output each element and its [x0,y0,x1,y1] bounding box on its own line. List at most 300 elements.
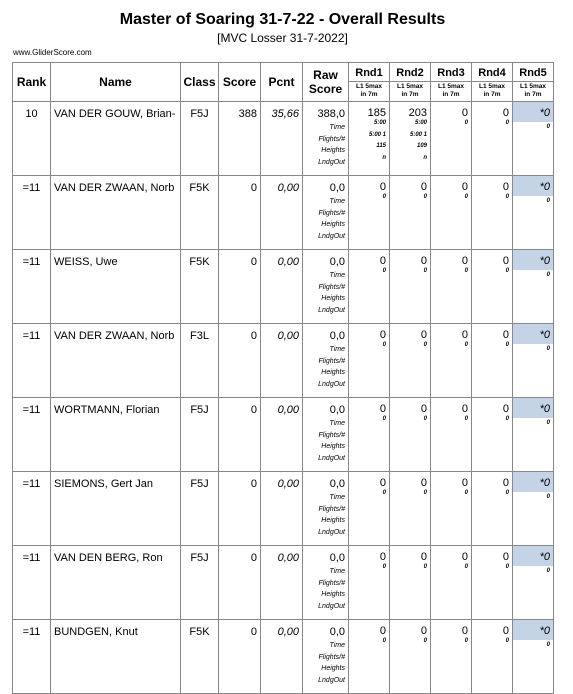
page-title: Master of Soaring 31-7-22 - Overall Results [119,11,446,28]
round-detail [431,141,468,153]
round-score [472,478,509,488]
round-score [513,472,553,492]
round-detail [390,204,427,216]
round-detail [390,523,427,535]
round-score-value: *0 [539,329,550,341]
round-score-value: 0 [461,477,468,489]
round-detail: 0 [423,342,427,348]
round-score-value: 0 [461,625,468,637]
round-detail [472,352,509,364]
round-spec-line1: L1 5max [519,83,547,90]
round-score-value: *0 [539,255,550,267]
round-detail [349,278,386,290]
round-detail: 0 [464,638,468,644]
round-detail [431,215,468,227]
round-4-cell [472,620,513,694]
round-detail: 0 [423,564,427,570]
pilot-row [13,176,554,250]
round-2-cell [390,398,431,472]
round-detail [390,301,427,313]
raw-score-value: 0,0 [329,404,345,416]
detail-label: Flights/# [318,653,345,661]
results-body [13,102,554,694]
round-detail: 0 [505,342,509,348]
rank-cell: =11 [13,250,51,324]
raw-score-cell [303,176,349,250]
round-2-cell [390,324,431,398]
round-detail [472,500,509,512]
round-score [513,176,553,196]
round-score [349,552,386,562]
round-detail [390,585,427,597]
round-score-value: 0 [502,107,509,119]
round-detail [513,356,550,368]
round-1-cell [349,176,390,250]
round-label: Rnd3 [437,67,465,79]
detail-label: LndgOut [318,232,345,240]
round-score [431,626,468,636]
round-detail [472,227,509,239]
round-detail: 0 [382,194,386,200]
round-score [390,552,427,562]
round-detail [390,500,427,512]
round-4-cell [472,324,513,398]
round-score [349,478,386,488]
round-detail [431,511,468,523]
pilot-row [13,102,554,176]
round-1-cell [349,546,390,620]
round-score [431,404,468,414]
round-4-cell [472,398,513,472]
detail-label: Flights/# [318,357,345,365]
round-detail: 0 [382,490,386,496]
round-detail [431,671,468,683]
round-detail [390,659,427,671]
round-detail [513,527,550,539]
header-row [13,63,554,102]
round-detail [431,227,468,239]
pilot-row [13,620,554,694]
round-detail [472,648,509,660]
round-detail [513,453,550,465]
round-score [472,108,509,118]
round-detail: 0 [464,268,468,274]
round-spec [513,81,553,98]
round-2-cell [390,102,431,176]
round-detail [513,305,550,317]
score-header: Score [219,63,261,102]
round-score [349,256,386,266]
round-spec [390,81,430,98]
round-detail [349,585,386,597]
round-3-cell [431,620,472,694]
round-detail: 0 [382,638,386,644]
round-score [349,626,386,636]
round-detail [472,511,509,523]
round-detail [431,597,468,609]
round-1-cell [349,102,390,176]
round-detail [431,204,468,216]
detail-label: Heights [321,591,345,598]
detail-label: Flights/# [318,283,345,291]
results-table [12,62,554,694]
raw-score-cell [303,250,349,324]
round-detail [431,426,468,438]
round-detail: 0 [505,490,509,496]
round-detail [472,363,509,375]
class-cell: F5J [181,398,219,472]
round-detail: 109 [416,143,427,149]
round-score-value: 0 [502,551,509,563]
round-score [390,478,427,488]
round-1-header [349,63,390,102]
round-score-value: 0 [461,329,468,341]
round-score [513,620,553,640]
round-score-value: 0 [420,329,427,341]
round-detail [349,215,386,227]
round-4-cell [472,176,513,250]
round-detail [472,449,509,461]
round-detail [390,449,427,461]
round-score-value: 0 [379,477,386,489]
round-detail [513,157,550,169]
round-detail [349,204,386,216]
website-link[interactable]: www.GliderScore.com [13,48,92,57]
detail-label: Time [329,198,345,205]
round-score-value: 0 [420,181,427,193]
class-cell: F5K [181,620,219,694]
round-detail [513,515,550,527]
class-cell: F5J [181,102,219,176]
round-5-cell [513,250,554,324]
round-4-cell [472,250,513,324]
pilot-name: WEISS, Uwe [51,250,181,324]
round-detail [431,437,468,449]
round-1-cell [349,324,390,398]
round-detail [431,352,468,364]
round-score-value: 0 [461,181,468,193]
detail-label: Flights/# [318,579,345,587]
round-detail [349,301,386,313]
round-detail: 0 [382,342,386,348]
round-score-value: 0 [420,477,427,489]
round-detail: 0 [546,346,550,352]
round-2-cell [390,472,431,546]
round-detail: 0 [505,194,509,200]
detail-label: Heights [321,369,345,376]
round-detail [390,426,427,438]
round-detail [349,500,386,512]
round-detail [472,585,509,597]
round-detail [472,437,509,449]
round-detail [513,663,550,675]
round-detail [472,215,509,227]
round-score [472,552,509,562]
round-detail [390,437,427,449]
round-score [390,182,427,192]
pilot-row [13,398,554,472]
round-detail [513,441,550,453]
raw-score-header [303,63,349,102]
round-4-cell [472,102,513,176]
pcnt-cell: 0,00 [261,324,303,398]
detail-label: Heights [321,295,345,302]
round-2-cell [390,176,431,250]
round-score-value: 0 [461,551,468,563]
class-cell: F5K [181,250,219,324]
round-detail [349,574,386,586]
round-detail: 5:00 1 [368,131,386,138]
rank-cell: =11 [13,398,51,472]
round-spec [472,81,512,98]
round-score [390,330,427,340]
round-detail [472,153,509,165]
round-score [349,108,386,118]
round-detail [349,597,386,609]
round-detail [431,301,468,313]
round-5-cell [513,324,554,398]
raw-score-cell [303,324,349,398]
round-3-cell [431,546,472,620]
round-score-value: 0 [502,625,509,637]
round-detail: 0 [423,194,427,200]
round-detail [390,227,427,239]
class-cell: F5K [181,176,219,250]
round-score-value: 0 [379,181,386,193]
raw-score-value: 0,0 [329,182,345,194]
round-score [431,552,468,562]
round-detail: 0 [505,564,509,570]
round-detail [431,574,468,586]
round-score [431,256,468,266]
pilot-name: VAN DER GOUW, Brian- [51,102,181,176]
score-cell: 0 [219,472,261,546]
rank-cell: =11 [13,546,51,620]
round-detail: 0 [464,342,468,348]
detail-label: Time [329,568,345,575]
round-detail [390,278,427,290]
round-detail [472,130,509,142]
round-score-value: *0 [539,107,550,119]
raw-score-value: 0,0 [329,256,345,268]
detail-label: Time [329,346,345,353]
round-3-cell [431,102,472,176]
round-3-cell [431,176,472,250]
detail-label: Flights/# [318,209,345,217]
round-spec [349,81,389,98]
pilot-name: VAN DEN BERG, Ron [51,546,181,620]
round-detail [349,511,386,523]
round-detail [431,449,468,461]
round-detail: 0 [464,194,468,200]
round-detail [513,208,550,220]
round-detail [431,153,468,165]
round-1-cell [349,398,390,472]
round-detail: 0 [546,642,550,648]
round-detail [513,134,550,146]
round-spec [431,81,471,98]
round-score-value: *0 [539,181,550,193]
round-detail [513,367,550,379]
round-detail: 0 [423,416,427,422]
raw-score-value: 0,0 [329,626,345,638]
round-detail [472,574,509,586]
round-score-value: 0 [502,477,509,489]
pilot-name: WORTMANN, Florian [51,398,181,472]
round-detail [513,293,550,305]
round-score-value: 0 [379,255,386,267]
round-detail [472,141,509,153]
round-detail: 0 [423,638,427,644]
detail-label: Time [329,272,345,279]
round-detail [390,289,427,301]
round-score-value: 185 [367,107,386,119]
round-detail: 0 [505,268,509,274]
detail-label: LndgOut [318,380,345,388]
round-detail: 0 [505,120,509,126]
name-header: Name [51,63,181,102]
detail-label: LndgOut [318,676,345,684]
round-score-value: 0 [420,403,427,415]
round-detail: 0 [382,416,386,422]
round-score-value: 203 [408,107,427,119]
round-detail [390,215,427,227]
pilot-name: SIEMONS, Gert Jan [51,472,181,546]
pilot-row [13,324,554,398]
round-2-cell [390,250,431,324]
round-score [472,182,509,192]
round-score-value: 0 [461,255,468,267]
score-cell: 388 [219,102,261,176]
round-5-cell [513,546,554,620]
round-detail: 0 [464,120,468,126]
round-detail: 0 [382,268,386,274]
detail-label: Time [329,642,345,649]
round-score-value: 0 [420,551,427,563]
round-detail [390,375,427,387]
raw-score-value: 0,0 [329,330,345,342]
round-detail [349,659,386,671]
round-detail: n [382,154,386,161]
round-detail [431,130,468,142]
round-2-header [390,63,431,102]
round-5-header [513,63,554,102]
round-detail [513,504,550,516]
round-detail [390,671,427,683]
detail-label: LndgOut [318,528,345,536]
round-detail: 0 [464,416,468,422]
round-score-value: 0 [502,181,509,193]
round-detail: 0 [546,124,550,130]
round-detail [513,231,550,243]
rank-cell: =11 [13,176,51,250]
round-detail: 5:00 [414,120,427,126]
pilot-row [13,472,554,546]
round-5-cell [513,620,554,694]
raw-score-value: 0,0 [329,552,345,564]
pcnt-cell: 0,00 [261,176,303,250]
round-5-cell [513,472,554,546]
round-detail [349,375,386,387]
raw-score-cell [303,546,349,620]
round-score-value: 0 [502,255,509,267]
detail-label: Heights [321,517,345,524]
round-detail [472,301,509,313]
detail-label: Flights/# [318,431,345,439]
round-detail: 0 [546,420,550,426]
round-detail [349,289,386,301]
round-detail [513,601,550,613]
round-spec-line2: in 7m [524,90,542,98]
round-detail [513,430,550,442]
round-detail [472,204,509,216]
round-detail: 0 [546,494,550,500]
round-5-cell [513,398,554,472]
round-detail: 115 [376,143,386,149]
round-detail: 0 [423,490,427,496]
round-score [390,108,427,118]
round-3-header [431,63,472,102]
round-detail [472,375,509,387]
round-1-cell [349,472,390,546]
round-score-value: *0 [539,625,550,637]
round-3-cell [431,398,472,472]
round-4-cell [472,546,513,620]
round-detail [431,500,468,512]
detail-label: LndgOut [318,158,345,166]
score-cell: 0 [219,250,261,324]
rank-cell: =11 [13,324,51,398]
detail-label: LndgOut [318,454,345,462]
round-spec-line1: L1 5max [437,83,465,90]
round-detail [513,145,550,157]
class-cell: F3L [181,324,219,398]
round-score [390,404,427,414]
pcnt-cell: 0,00 [261,398,303,472]
round-detail [349,523,386,535]
round-score-value: 0 [420,255,427,267]
round-score [513,546,553,566]
round-label: Rnd5 [519,67,547,79]
round-score [390,256,427,266]
round-score-value: 0 [502,403,509,415]
round-detail: 0 [423,268,427,274]
round-score [513,102,553,122]
round-detail: 0 [505,416,509,422]
pilot-name: VAN DER ZWAAN, Norb [51,324,181,398]
round-score [513,398,553,418]
detail-label: Heights [321,665,345,672]
round-detail [513,675,550,687]
round-score [431,182,468,192]
pcnt-header: Pcnt [261,63,303,102]
round-detail: n [423,154,427,161]
round-score-value: 0 [379,551,386,563]
pcnt-cell: 0,00 [261,546,303,620]
detail-label: Flights/# [318,135,345,143]
class-cell: F5J [181,546,219,620]
detail-label: Time [329,420,345,427]
round-3-cell [431,324,472,398]
score-cell: 0 [219,546,261,620]
raw-score-value: 388,0 [317,108,345,120]
round-detail [431,278,468,290]
round-detail [431,523,468,535]
round-detail: 0 [464,564,468,570]
event-subtitle: [MVC Losser 31-7-2022] [217,31,348,45]
detail-label: Heights [321,221,345,228]
pilot-name: BUNDGEN, Knut [51,620,181,694]
